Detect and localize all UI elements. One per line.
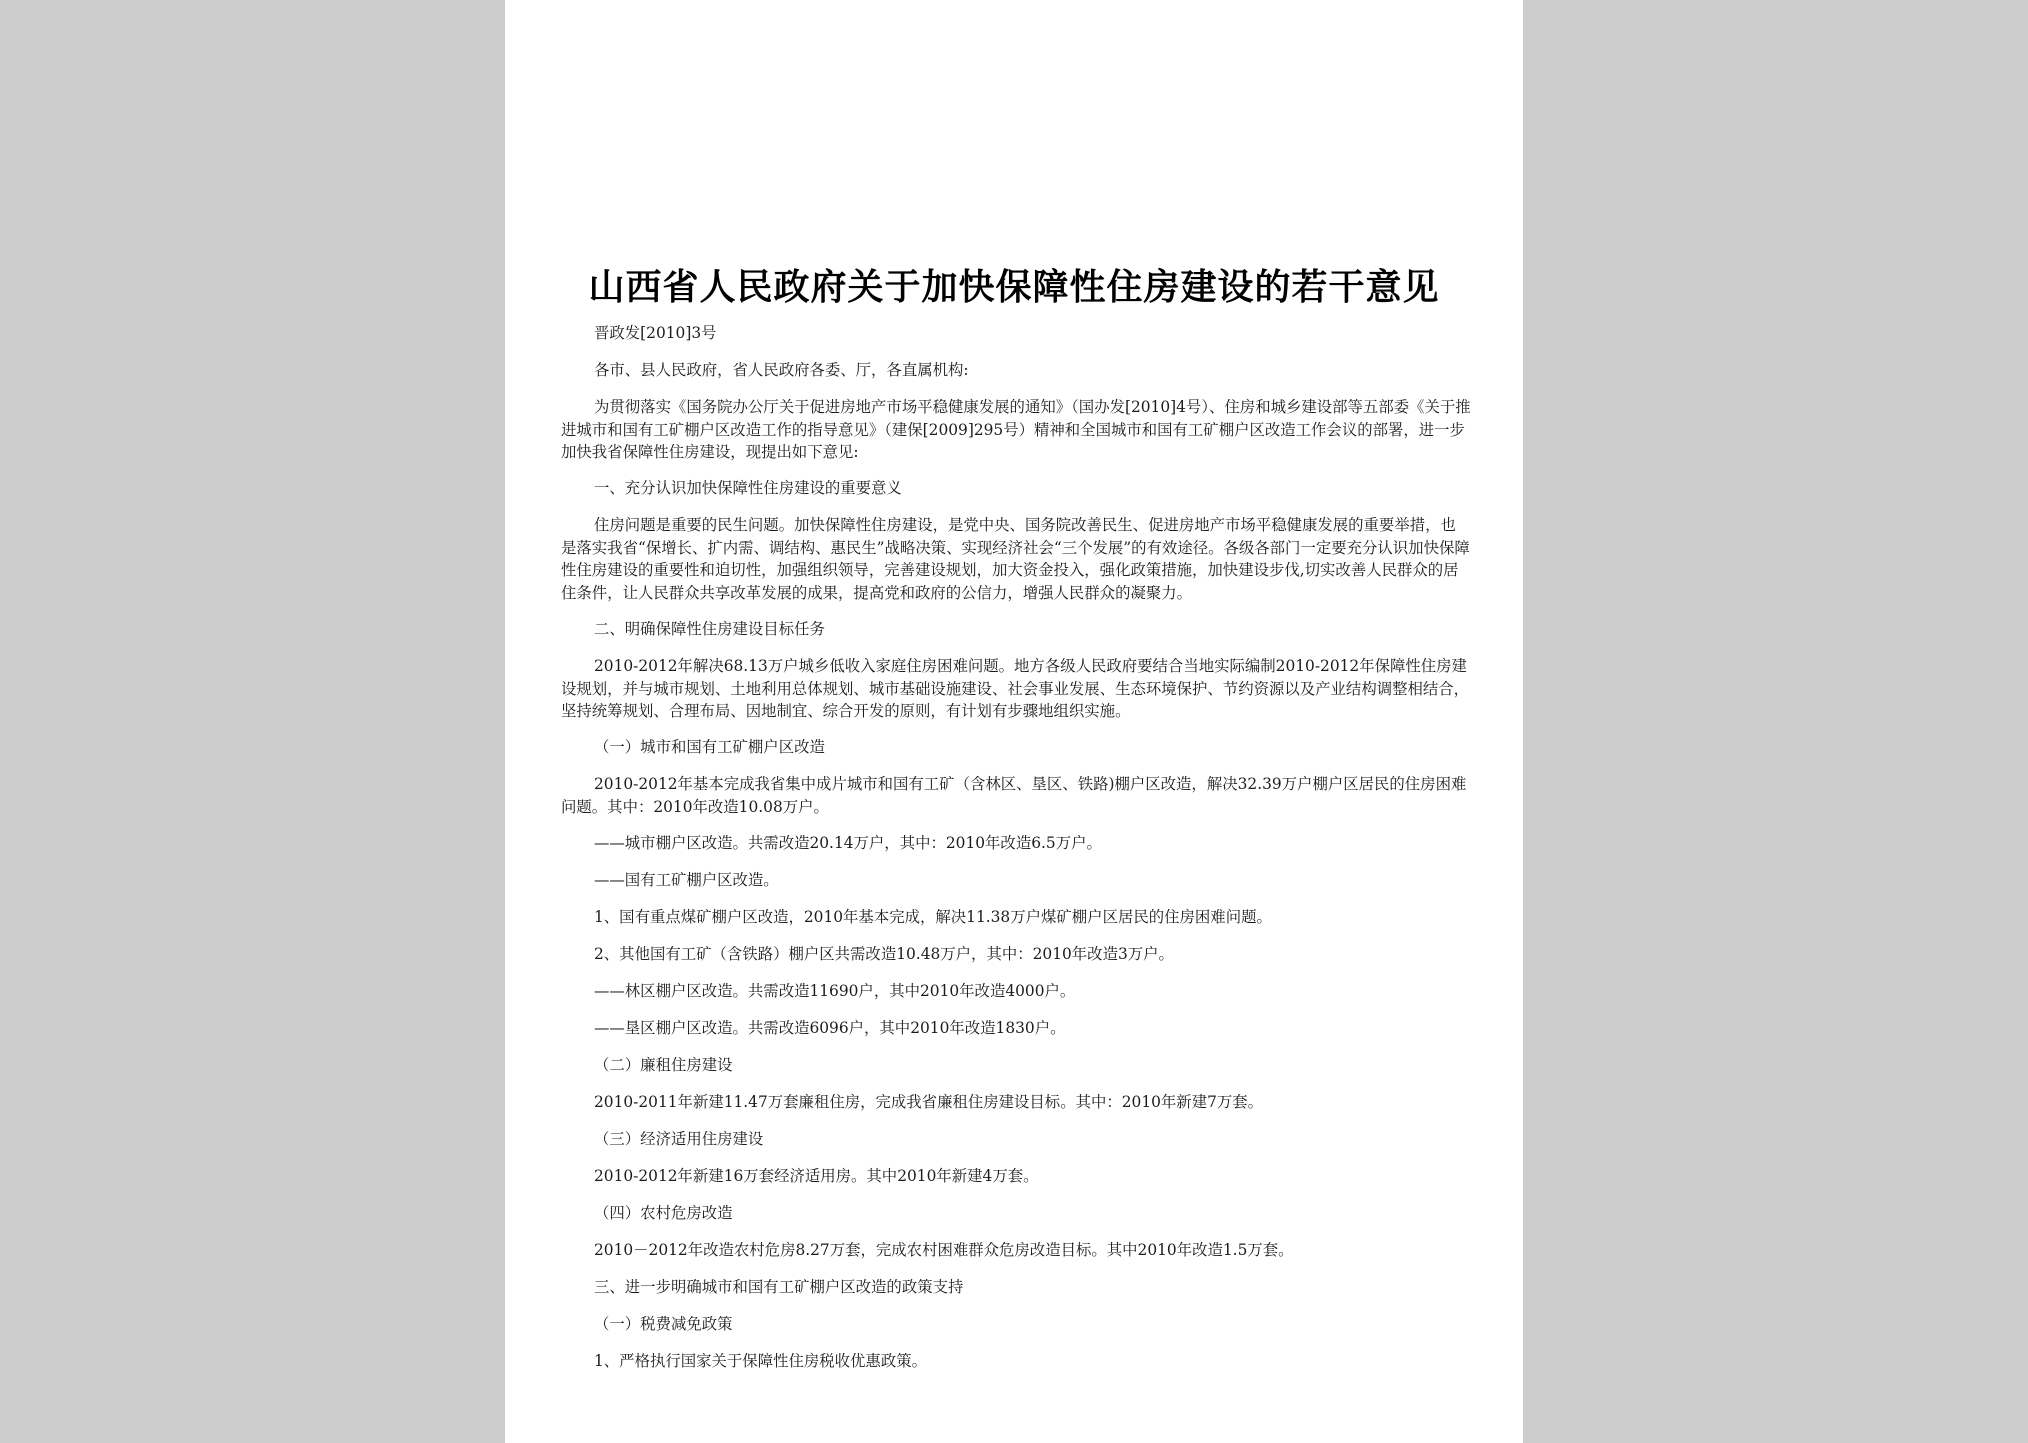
intro-paragraph: 为贯彻落实《国务院办公厅关于促进房地产市场平稳健康发展的通知》（国办发[2010]4号）、住房和城乡建设部等五部委《关于推进城市和国有工矿棚户区改造工作的指导意见》（建保[2009]295号）精神和全国城市和国有工矿棚户区改造工作会议的部署，进一步加快我省保障性住房建设，现提出如下意见: [561,397,1471,462]
list-item: 2010－2012年改造农村危房8.27万套，完成农村困难群众危房改造目标。其中2010年改造1.5万套。 [594,1240,1294,1259]
subsection-heading-2: （二）廉租住房建设 [594,1055,733,1074]
subsection-heading-1: （一）城市和国有工矿棚户区改造 [594,738,825,757]
section-heading-3: 三、进一步明确城市和国有工矿棚户区改造的政策支持 [594,1277,964,1296]
section-heading-2: 二、明确保障性住房建设目标任务 [594,620,825,639]
list-item: ——林区棚户区改造。共需改造11690户，其中2010年改造4000户。 [594,981,1076,1000]
section-1-paragraph: 住房问题是重要的民生问题。加快保障性住房建设，是党中央、国务院改善民生、促进房地产市场平稳健康发展的重要举措，也是落实我省“保增长、扩内需、调结构、惠民生”战略决策、实现经济社会“三个发展”的有效途径。各级各部门一定要充分认识加快保障性住房建设的重要性和迫切性，加强组织领导，完善建设规划，加大资金投入，强化政策措施，加快建设步伐,切实改善人民群众的居住条件，让人民群众共享改革发展的成果，提高党和政府的公信力，增强人民群众的凝聚力。 [561,516,1470,603]
list-item: ——城市棚户区改造。共需改造20.14万户，其中：2010年改造6.5万户。 [594,834,1102,853]
subsection-heading-5: （一）税费减免政策 [594,1314,733,1333]
document-number: 晋政发[2010]3号 [594,324,717,342]
section-2-paragraph: 2010-2012年解决68.13万户城乡低收入家庭住房困难问题。地方各级人民政府要结合当地实际编制2010-2012年保障性住房建设规划，并与城市规划、土地利用总体规划、城市基础设施建设、社会事业发展、生态环境保护、节约资源以及产业结构调整相结合，坚持统筹规划、合理布局、因地制宜、综合开发的原则，有计划有步骤地组织实施。 [561,657,1470,721]
list-item: 2010-2012年新建16万套经济适用房。其中2010年新建4万套。 [594,1166,1039,1185]
list-item: ——国有工矿棚户区改造。 [594,871,779,890]
subsection-1-paragraph: 2010-2012年基本完成我省集中成片城市和国有工矿（含林区、垦区、铁路)棚户区改造，解决32.39万户棚户区居民的住房困难问题。其中：2010年改造10.08万户。 [561,775,1467,816]
document-title: 山西省人民政府关于加快保障性住房建设的若干意见 [588,266,1440,308]
document-page [505,0,1523,1443]
list-item: 1、严格执行国家关于保障性住房税收优惠政策。 [594,1351,927,1370]
list-item: 2、其他国有工矿（含铁路）棚户区共需改造10.48万户，其中：2010年改造3万户。 [594,945,1174,963]
list-item: 2010-2011年新建11.47万套廉租住房，完成我省廉租住房建设目标。其中：2010年新建7万套。 [594,1092,1264,1111]
list-item: 1、国有重点煤矿棚户区改造，2010年基本完成，解决11.38万户煤矿棚户区居民的住房困难问题。 [594,908,1272,927]
document-body [561,322,1471,1387]
salutation: 各市、县人民政府，省人民政府各委、厅，各直属机构: [594,360,969,379]
subsection-heading-3: （三）经济适用住房建设 [594,1129,764,1148]
subsection-heading-4: （四）农村危房改造 [594,1203,733,1222]
section-heading-1: 一、充分认识加快保障性住房建设的重要意义 [594,479,902,498]
list-item: ——垦区棚户区改造。共需改造6096户，其中2010年改造1830户。 [594,1018,1066,1037]
